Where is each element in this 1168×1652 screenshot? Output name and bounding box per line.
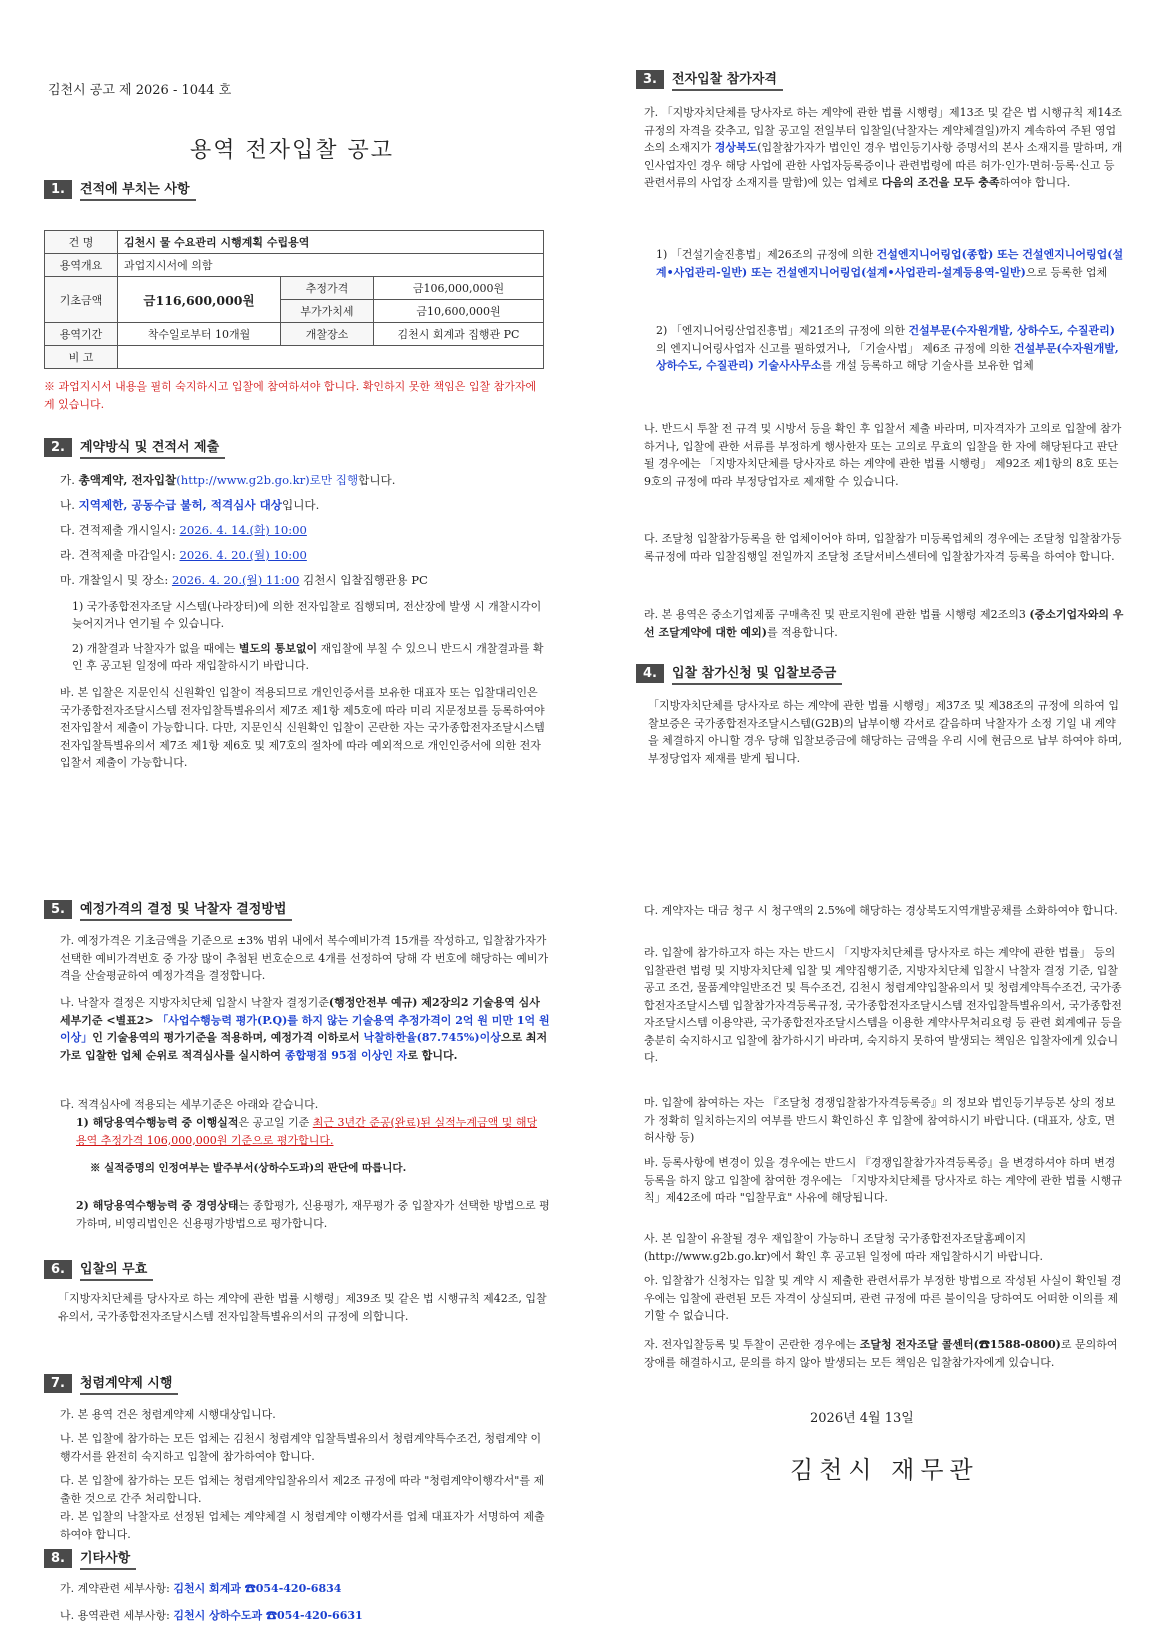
page-title: 용역 전자입찰 공고 — [190, 138, 395, 163]
estimated-price: 금106,000,000원 — [374, 277, 544, 300]
text: 종합평점 95점 이상인 자 — [284, 1048, 408, 1062]
section-title: 예정가격의 결정 및 낙찰자 결정방법 — [80, 898, 292, 921]
text: 가. 계약관련 세부사항: — [60, 1582, 174, 1595]
s2-item-ga — [60, 472, 550, 490]
r2-item-sa: 사. 본 입찰이 유찰될 경우 재입찰이 가능하니 조달청 국가종합전자조달홈페이지(http://www.g2b.go.kr)에서 확인 후 공고된 일정에 따라 재입찰하시기 바랍니다. — [644, 1232, 1043, 1263]
label-cell: 용역기간 — [45, 323, 118, 346]
text: 1) 해당용역수행능력 중 이행실적 — [76, 1116, 239, 1129]
s3-item-da: 다. 조달청 입찰참가등록을 한 업체이어야 하며, 입찰참가 미등록업체의 경우에는 조달청 입찰참가등록규정에 따라 입찰집행일 전일까지 조달청 조달서비스센터에 입찰참가자격 등록을 하여야 합니다. — [644, 532, 1122, 563]
text: 최근 3년간 준공(완료)된 실적누계금액 및 해당 용역 추정가격 106,000,000원 기준으로 평가합니다. — [76, 1116, 538, 1147]
s3-sub-2 — [656, 322, 1124, 375]
section-title: 전자입찰 참가자격 — [672, 68, 783, 91]
s5-sub-1 — [76, 1114, 550, 1149]
opening-date: 2026. 4. 20.(월) 11:00 — [171, 573, 300, 587]
text: 1) 「건설기술진흥법」제26조의 규정에 의한 — [656, 248, 877, 261]
text: 2) 개찰결과 낙찰자가 없을 때에는 — [72, 642, 239, 655]
text: 「사업수행능력 평가(P.Q)를 하지 않는 기술용역 추정가격이 2억 원 미만 1억 원 이상」 — [60, 1013, 550, 1044]
text: 2) 「엔지니어링산업진흥법」제21조의 규정에 의한 — [656, 324, 909, 337]
text: 합니다. — [358, 473, 396, 487]
s7-item-da: 다. 본 입찰에 참가하는 모든 업체는 청렴계약입찰유의서 제2조 규정에 따라 "청렴계약이행각서"를 제출한 것으로 간주 처리합니다. — [60, 1474, 545, 1505]
signature: 김천시 재무관 — [790, 1456, 979, 1484]
s7-item-ga: 가. 본 용역 건은 청렴계약제 시행대상입니다. — [60, 1408, 276, 1421]
text: 건설부문(수자원개발, 상하수도, 수질관리) — [908, 324, 1115, 337]
s3-sub-1 — [656, 246, 1124, 281]
text: 하여야 합니다. — [999, 176, 1071, 189]
opening-place: 김천시 회계과 집행관 PC — [374, 323, 544, 346]
text: 는 종합평가, 신용평가, 재무평가 중 입찰자가 선택한 방법으로 평가하며, 비영리법인은 신용평가방법으로 평가합니다. — [76, 1199, 550, 1230]
start-date: 2026. 4. 14.(화) 10:00 — [179, 523, 307, 537]
s6-text: 「지방자치단체를 당사자로 하는 계약에 관한 법률 시행령」제39조 및 같은 법 시행규칙 제42조, 입찰유의서, 국가종합전자조달시스템 전자입찰특별유의서의 규정에 의합니다. — [58, 1292, 547, 1323]
s4-text: 「지방자치단체를 당사자로 하는 계약에 관한 법률 시행령」제37조 및 제38조의 규정에 의하여 입찰보증은 국가종합전자조달시스템(G2B)의 납부이행 각서로 갈음하며 낙찰자가 소정 기일 내 계약을 체결하지 아니할 경우 당해 입찰보증금에 해당하는 금액을 우리 시에 현금으로 납부 하여야 하며, 부정당업자 제재를 받게 됩니다. — [648, 699, 1122, 765]
text: 를 적용합니다. — [766, 625, 838, 639]
s2-item-da — [60, 522, 550, 540]
text: 가. — [60, 473, 79, 487]
s3-item-na: 나. 반드시 투찰 전 규격 및 시방서 등을 확인 후 입찰서 제출 바라며, 미자격자가 고의로 입찰에 참가하거나, 입찰에 관한 서류를 부정하게 행사한자 또는 고의로 무효의 입찰을 한 자에 해당된다고 판단될 경우에는 「지방자치단체를 당사자로 하는 계약에 관한 법률 시행령」 제92조 제1항의 8호 또는 9호의 규정에 따라 부정당업자로 제재할 수 있습니다. — [644, 422, 1122, 488]
base-amount: 금116,600,000원 — [118, 277, 281, 323]
text: 조달청 전자조달 콜센터(☎1588-0800) — [859, 1338, 1061, 1351]
s5-item-na — [60, 994, 550, 1064]
s3-item-ga — [644, 104, 1124, 192]
s2-item-ra — [60, 547, 550, 565]
text: 마. 개찰일시 및 장소: — [60, 573, 172, 587]
text: 가. 「지방자치단체를 당사자로 하는 계약에 관한 법률 시행령」제13조 및 같은 법 시행규칙 제14조 규정의 자격을 갖추고, 입찰 공고일 전일부터 입찰일(낙찰자는 계약체결일)까지 계속하여 주된 영업소의 소재지가 — [644, 106, 1122, 154]
r2-item-ra: 라. 입찰에 참가하고자 하는 자는 반드시 「지방자치단체를 당사자로 하는 계약에 관한 법률」 등의 입찰관련 법령 및 지방자치단체 입찰 및 계약집행기준, 지방자치단체 입찰시 낙찰자 결정 기준, 입찰공고 조건, 물품계약일반조건 및 특수조건, 김천시 청렴계약입찰유의서 및 청렴계약특수조건, 국가종합전자조달시스템 입찰참가자격등록규정, 국가종합전자조달시스템 전자입찰특별유의서, 국가종합전자조달시스템 이용약관, 국가종합전자조달시스템을 이용한 계약사무처리요령 등 관련 회계예규 등을 충분히 숙지하시고 입찰에 참가하시기 바라며, 숙지하지 못하여 발생되는 책임은 입찰자에게 있습니다. — [644, 946, 1122, 1064]
section-number: 6. — [44, 1260, 72, 1279]
text: 라. 견적제출 마감일시: — [60, 548, 180, 562]
text: 건설부문(수자원개발, 상하수도, 수질관리) 기술사사무소 — [656, 341, 1119, 372]
table-row — [45, 254, 544, 277]
s2-item-na — [60, 497, 550, 515]
period-value: 착수일로부터 10개월 — [118, 323, 281, 346]
end-date: 2026. 4. 20.(월) 10:00 — [179, 548, 307, 562]
r2-item-ba: 바. 등록사항에 변경이 있을 경우에는 반드시 『경쟁입찰참가자격등록증』을 변경하셔야 하며 변경등록을 하지 않고 입찰에 참여한 경우에는 「지방자치단체를 당사자로 하는 계약에 관한 법률 시행규칙」제42조에 따라 "입찰무효" 사유에 해당됩니다. — [644, 1156, 1122, 1204]
text: 김천시 입찰집행관용 PC — [299, 573, 428, 587]
text: 입니다. — [282, 498, 320, 512]
text: 인 기술용역의 평가기준을 적용하며, 예정가격 이하로서 — [92, 1031, 364, 1044]
label-cell: 용역개요 — [45, 254, 118, 277]
label-cell: 비 고 — [45, 346, 118, 369]
text: 라. 본 용역은 중소기업제품 구매촉진 및 판로지원에 관한 법률 시행령 제2조의3 — [644, 608, 1030, 621]
text: 의 엔지니어링사업자 신고를 필하였거나, 「기술사법」 제6조 규정에 의한 — [656, 341, 1014, 355]
s8-item-ga — [60, 1580, 550, 1598]
r2-item-da: 다. 계약자는 대금 청구 시 청구액의 2.5%에 해당하는 경상북도지역개발공채를 소화하여야 합니다. — [644, 904, 1118, 917]
text: 으로 등록한 업체 — [1025, 265, 1108, 279]
text: 나. 낙찰자 결정은 지방자치단체 입찰시 낙찰자 결정기준 — [60, 996, 329, 1009]
text: 낙찰하한율(87.745%)이상 — [363, 1031, 501, 1044]
text: 총액계약, 전자입찰 — [78, 473, 177, 487]
s7-item-ra: 라. 본 입찰의 낙찰자로 선정된 업체는 계약체결 시 청렴계약 이행각서를 업체 대표자가 서명하여 제출하여야 합니다. — [60, 1510, 545, 1541]
r2-item-ma: 마. 입찰에 참여하는 자는 『조달청 경쟁입찰참가자격등록증』의 정보와 법인등기부등본 상의 정보가 정확히 일치하는지의 여부를 반드시 확인하신 후 입찰에 참여하시기 바랍니다. (대표자, 상호, 면허사항 등) — [644, 1096, 1116, 1144]
text: 로 합니다. — [407, 1048, 458, 1062]
table-row — [45, 346, 544, 369]
overview-value: 과업지시서에 의함 — [118, 254, 544, 277]
s5-item-ga: 가. 예정가격은 기초금액을 기준으로 ±3% 범위 내에서 복수예비가격 15개를 작성하고, 입찰참가자가 선택한 예비가격번호 중 가장 많이 추첨된 번호순으로 4개를 선정하여 당해 각 번호에 해당하는 예비가격을 산술평균하여 예정가격을 결정합니다. — [60, 934, 549, 982]
table-row — [45, 277, 544, 300]
text: 재입찰에 부칠 수 있으니 반드시 개찰결과를 확인 후 공고된 일정에 따라 재입찰하시기 바랍니다. — [72, 642, 544, 672]
section-number: 3. — [636, 70, 664, 89]
section-number: 8. — [44, 1549, 72, 1568]
text: 나. 용역관련 세부사항: — [60, 1609, 174, 1622]
contact-accounting: 김천시 회계과 ☎054-420-6834 — [173, 1582, 342, 1595]
label-cell: 부가가치세 — [281, 300, 374, 323]
notice-number: 김천시 공고 제 2026 - 1044 호 — [48, 83, 232, 98]
section-8-heading — [44, 1547, 136, 1569]
section-4-heading — [636, 662, 842, 684]
text: 2) 해당용역수행능력 중 경영상태 — [76, 1199, 239, 1212]
label-cell: 추정가격 — [281, 277, 374, 300]
section-6-heading — [44, 1258, 153, 1280]
text: 은 공고일 기준 — [238, 1116, 313, 1129]
section-title: 입찰의 무효 — [80, 1258, 153, 1281]
section-title: 기타사항 — [80, 1547, 136, 1570]
section-number: 1. — [44, 180, 72, 199]
text: 별도의 통보없이 — [238, 642, 318, 655]
section-number: 2. — [44, 438, 72, 457]
text: 지역제한, 공동수급 불허, 적격심사 대상 — [78, 498, 282, 512]
text: 건설엔지니어링업(종합) 또는 건설엔지니어링업(설계•사업관리-일반) 또는 건설엔지니어링업(설계•사업관리-설계등용역-일반) — [656, 248, 1124, 279]
s2-item-ba: 바. 본 입찰은 지문인식 신원확인 입찰이 적용되므로 개인인증서를 보유한 대표자 또는 입찰대리인은 국가종합전자조달시스템 전자입찰특별유의서 제7조 제1항 제5호에 따라 미리 지문정보를 등록하여야 전자입찰서 제출이 가능합니다. 다만, 지문인식 신원확인 입찰이 곤란한 자는 국가종합전자조달시스템 전자입찰특별유의서 제7조 제1항 제6호 및 제7호의 절차에 따라 예외적으로 개인인증서에 의한 전자입찰서 제출이 가능합니다. — [60, 686, 545, 769]
section-1-heading — [44, 178, 196, 200]
text: (입찰참가자가 법인인 경우 법인등기사항 증명서의 본사 소재지를 말하며, 개인사업자인 경우 해당 사업에 관한 사업자등록증이나 관련법령에 따른 허가·인가·면허·등록·신고 등 관련서류의 사업장 소재지를 말함)에 있는 업체로 — [644, 141, 1123, 189]
warning-note: ※ 과업지시서 내용을 필히 숙지하시고 입찰에 참여하셔야 합니다. 확인하지 못한 책임은 입찰 참가자에게 있습니다. — [44, 380, 537, 411]
label-cell: 기초금액 — [45, 277, 118, 323]
section-7-heading — [44, 1372, 178, 1394]
remarks-value — [118, 346, 544, 369]
text: 다음의 조건을 모두 충족 — [881, 176, 1000, 189]
s3-item-ra — [644, 606, 1124, 641]
section-title: 입찰 참가신청 및 입찰보증금 — [672, 662, 842, 685]
s5-sub-2 — [76, 1197, 550, 1232]
text: 를 개설 등록하고 해당 기술사를 보유한 업체 — [821, 359, 1034, 372]
text: 자. 전자입찰등록 및 투찰이 곤란한 경우에는 — [644, 1338, 860, 1351]
notice-date: 2026년 4월 13일 — [810, 1411, 914, 1426]
r2-item-a: 아. 입찰참가 신청자는 입찰 및 계약 시 제출한 관련서류가 부정한 방법으로 작성된 사실이 확인될 경우에는 입찰에 관련된 모든 자격이 상실되며, 관련 규정에 따른 불이익을 당하여도 어떠한 이의를 제기할 수 없습니다. — [644, 1274, 1122, 1322]
vat-value: 금10,600,000원 — [374, 300, 544, 323]
text: 로 문의하여 장애를 해결하시고, 문의를 하지 않아 발생되는 모든 책임은 입찰참가자에게 있습니다. — [644, 1338, 1118, 1369]
section-number: 4. — [636, 664, 664, 683]
text: (행정안전부 예규) 제2장의2 기술용역 심사 세부기준 <별표2> — [60, 996, 540, 1027]
section-2-heading — [44, 436, 225, 458]
section-title: 견적에 부치는 사항 — [80, 178, 196, 201]
info-table — [44, 230, 544, 369]
s7-item-na: 나. 본 입찰에 참가하는 모든 업체는 김천시 청렴계약 입찰특별유의서 청렴계약특수조건, 청렴계약 이행각서를 완전히 숙지하고 입찰에 참가하여야 합니다. — [60, 1432, 542, 1463]
r2-item-ja — [644, 1336, 1124, 1371]
text: 경상북도 — [714, 141, 758, 154]
section-title: 청렴계약제 시행 — [80, 1372, 178, 1395]
s5-note: ※ 실적증명의 인정여부는 발주부서(상하수도과)의 판단에 따릅니다. — [90, 1162, 407, 1174]
text: (http://www.g2b.go.kr)로만 집행 — [176, 473, 359, 487]
table-row — [45, 323, 544, 346]
contact-water: 김천시 상하수도과 ☎054-420-6631 — [173, 1609, 363, 1622]
text: (중소기업자와의 우선 조달계약에 대한 예외) — [644, 608, 1124, 639]
text: 다. 견적제출 개시일시: — [60, 523, 180, 537]
section-number: 7. — [44, 1374, 72, 1393]
label-cell: 건 명 — [45, 231, 118, 254]
text: 나. — [60, 498, 79, 512]
section-title: 계약방식 및 견적서 제출 — [80, 436, 225, 459]
label-cell: 개찰장소 — [281, 323, 374, 346]
s2-item-ma — [60, 572, 550, 590]
s2-sub-2 — [72, 640, 552, 674]
s8-item-na — [60, 1607, 550, 1625]
section-number: 5. — [44, 900, 72, 919]
text: 으로 최저가로 입찰한 업체 순위로 적격심사를 실시하여 — [60, 1031, 548, 1062]
s2-sub-1: 1) 국가종합전자조달 시스템(나라장터)에 의한 전자입찰로 집행되며, 전산장에 발생 시 개찰시각이 늦어지거나 연기될 수 있습니다. — [72, 600, 542, 630]
table-row — [45, 231, 544, 254]
section-3-heading — [636, 68, 783, 90]
project-name: 김천시 물 수요관리 시행계획 수립용역 — [118, 231, 544, 254]
s5-item-da: 다. 적격심사에 적용되는 세부기준은 아래와 같습니다. — [60, 1098, 319, 1111]
section-5-heading — [44, 898, 292, 920]
